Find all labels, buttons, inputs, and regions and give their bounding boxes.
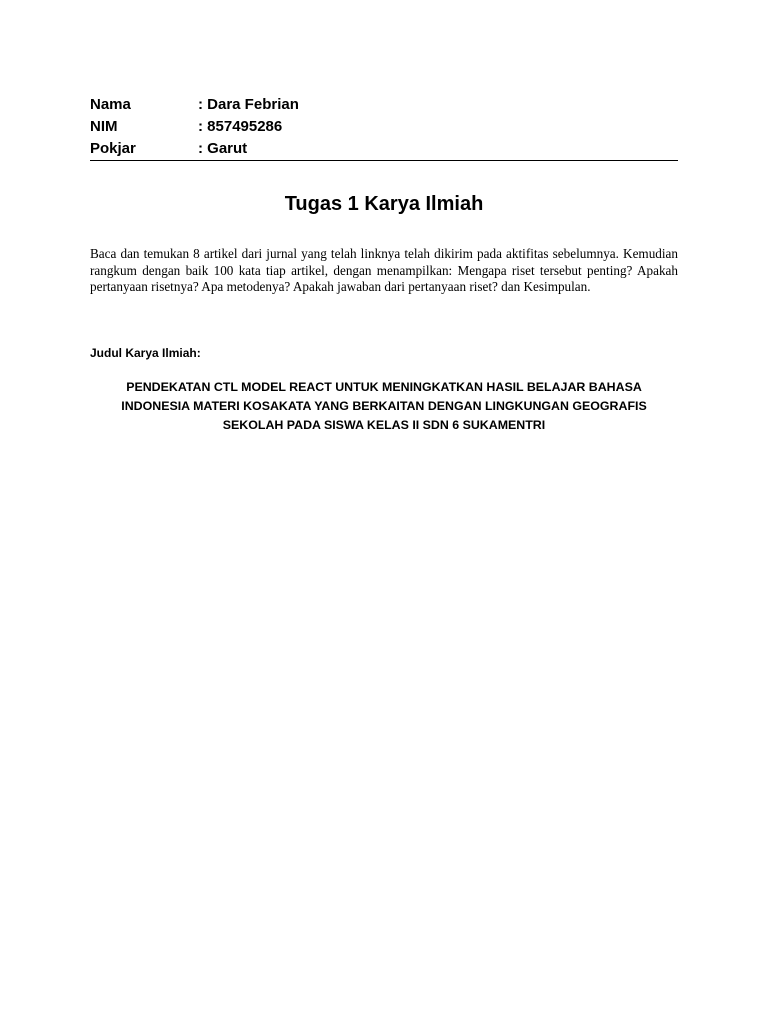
- page-title: Tugas 1 Karya Ilmiah: [284, 193, 484, 215]
- identity-block: [90, 94, 678, 160]
- identity-label: Pokjar: [90, 140, 136, 157]
- instructions-paragraph: Baca dan temukan 8 artikel dari jurnal yang telah linknya telah dikirim pada aktifitas sebelumnya. Kemudian rangkum dengan baik 100 kata tiap artikel, dengan menampilkan: Mengapa riset tersebut penting? Apakah pertanyaan risetnya? Apa metodenya? Apakah jawaban dari pertanyaan riset? dan Kesimpulan.: [90, 246, 678, 294]
- identity-row-nim: [90, 116, 678, 138]
- identity-value: : Dara Febrian: [198, 96, 299, 113]
- header-divider: [90, 160, 678, 161]
- identity-label: Nama: [90, 96, 131, 113]
- identity-row-pokjar: [90, 138, 678, 160]
- judul-line: INDONESIA MATERI KOSAKATA YANG BERKAITAN DENGAN LINGKUNGAN GEOGRAFIS: [121, 399, 647, 413]
- identity-label: NIM: [90, 118, 118, 135]
- judul-title: [90, 378, 678, 435]
- identity-value: : 857495286: [198, 118, 283, 135]
- identity-row-nama: [90, 94, 678, 116]
- judul-line: PENDEKATAN CTL MODEL REACT UNTUK MENINGKATKAN HASIL BELAJAR BAHASA: [126, 380, 642, 394]
- judul-line: SEKOLAH PADA SISWA KELAS II SDN 6 SUKAMENTRI: [222, 418, 546, 432]
- judul-label: Judul Karya Ilmiah:: [90, 346, 201, 360]
- identity-value: : Garut: [198, 140, 248, 157]
